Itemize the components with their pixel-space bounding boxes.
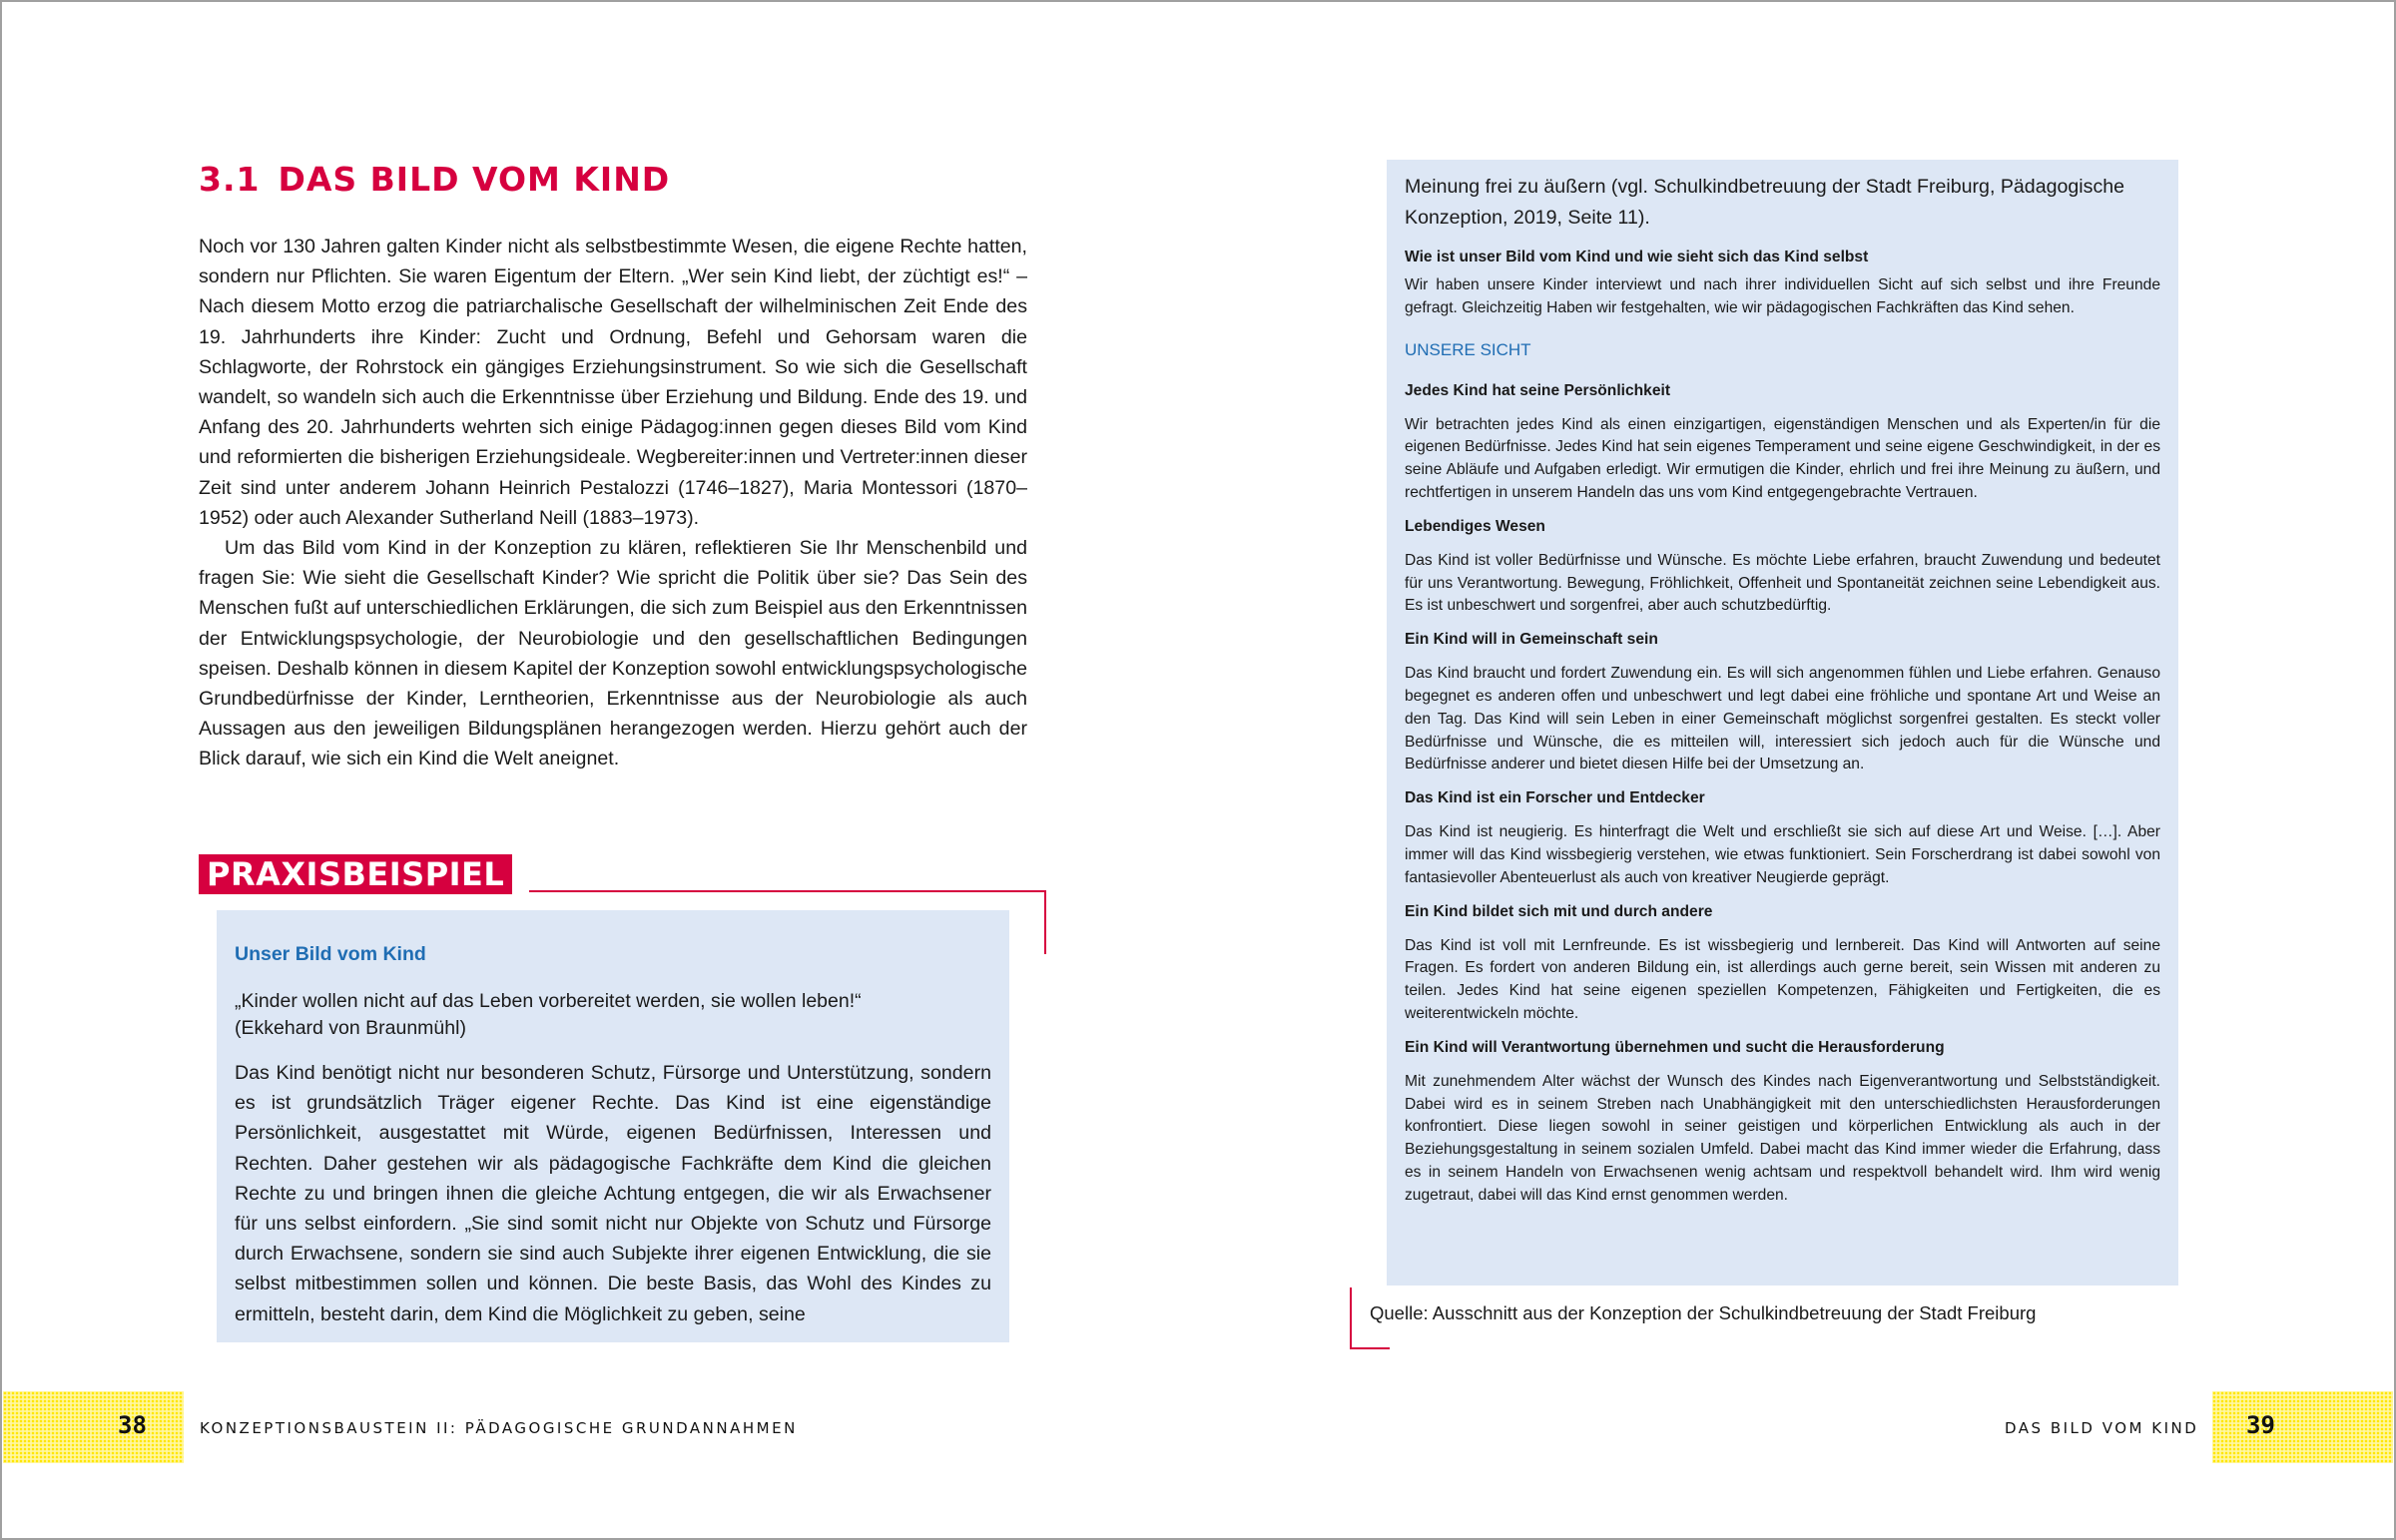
- item-heading: Ein Kind bildet sich mit und durch andere: [1405, 902, 1713, 920]
- praxis-quote: [235, 988, 991, 1042]
- item-text: Das Kind ist voller Bedürfnisse und Wünsche. Es möchte Liebe erfahren, braucht Zuwendung und bedeutet für uns Verantwortung. Bewegung, Fröhlichkeit, Offenheit und Spontaneität zeichnen seine Lebendigkeit aus. Es ist unbeschwert und sorgenfrei, aber auch schutzbedürftig.: [1405, 551, 2160, 615]
- item-text: Mit zunehmendem Alter wächst der Wunsch des Kindes nach Eigenverantwortung und Selbstständigkeit. Dabei wird es in seinem Streben nach Unabhängigkeit mit den unterschiedlichsten Herausforderungen konfrontiert. Diese liegen sowohl in seiner geistigen und körperlichen Entwicklung als auch in der Beziehungsgestaltung in seinem sozialen Umfeld. Dabei macht das Kind immer wieder die Erfahrung, dass es in seinem Handeln von Erwachsenen wenig achtsam und respektvoll behandelt wird. Ihm wird wenig zugetraut, dabei will das Kind ernst genommen werden.: [1405, 1072, 2160, 1204]
- source-citation: Quelle: Ausschnitt aus der Konzeption der Schulkindbetreuung der Stadt Freiburg: [1370, 1302, 2037, 1323]
- praxis-box-body: Das Kind benötigt nicht nur besonderen Schutz, Fürsorge und Unterstützung, sondern es ist grundsätzlich Träger eigener Rechte. Das Kind ist eine eigenständige Persönlichkeit, ausgestattet mit Würde, eigenen Bedürfnissen, Interessen und Rechten. Daher gestehen wir als pädagogische Fachkräfte dem Kind die gleichen Rechte zu und bringen ihnen die gleiche Achtung entgegen, die wir als Erwachsener für uns selbst einfordern. „Sie sind somit nicht nur Objekte von Schutz und Fürsorge durch Erwachsene, sondern sie sind auch Subjekte ihrer eigenen Entwicklung, die sie selbst mitbestimmen sollen und können. Die beste Basis, das Wohl des Kindes zu ermitteln, besteht darin, dem Kind die Möglichkeit zu geben, seine: [235, 1062, 991, 1325]
- source-bracket-left-line: [1350, 1287, 1352, 1349]
- source-bracket-bottom-line: [1350, 1347, 1390, 1349]
- praxis-bracket-right-line: [1044, 890, 1046, 954]
- section-label: UNSERE SICHT: [1405, 339, 1531, 359]
- item-heading: Lebendiges Wesen: [1405, 517, 1545, 535]
- praxis-box-title: Unser Bild vom Kind: [235, 943, 426, 965]
- quote-author: (Ekkehard von Braunmühl): [235, 1017, 466, 1039]
- running-head-left: KONZEPTIONSBAUSTEIN II: PÄDAGOGISCHE GRUNDANNAHMEN: [200, 1419, 798, 1437]
- praxisbeispiel-label: PRAXISBEISPIEL: [199, 854, 512, 894]
- quote-text: „Kinder wollen nicht auf das Leben vorbereitet werden, sie wollen leben!“: [235, 990, 862, 1012]
- item-text: Das Kind braucht und fordert Zuwendung ein. Es will sich angenommen fühlen und Liebe erfahren. Genauso begegnet es anderen offen und unbeschwert und legt dabei eine fröhliche und spontane Art und Weise an den Tag. Das Kind will sein Leben in einer Gemeinschaft möglichst sorgenfrei gestalten. Es steckt voller Bedürfnisse und Wünsche, die es mitteilen will, interessiert sich jedoch auch für die Wünsche und Bedürfnisse anderer und bietet diesen Hilfe bei der Umsetzung an.: [1405, 665, 2160, 773]
- item-heading: Ein Kind will Verantwortung übernehmen und sucht die Herausforderung: [1405, 1038, 1945, 1056]
- praxis-bracket-top-line: [529, 890, 1046, 892]
- item-heading: Ein Kind will in Gemeinschaft sein: [1405, 631, 1658, 649]
- chapter-number: 3.1: [199, 160, 261, 199]
- chapter-title-text: DAS BILD VOM KIND: [278, 160, 671, 199]
- page-number-left: 38: [118, 1411, 147, 1439]
- item-heading: Das Kind ist ein Forscher und Entdecker: [1405, 789, 1705, 807]
- concept-excerpt-box: [1387, 160, 2178, 1285]
- item-heading: Jedes Kind hat seine Persönlichkeit: [1405, 381, 1671, 399]
- item-text: Das Kind ist voll mit Lernfreunde. Es ist wissbegierig und lernbereit. Das Kind will Antworten auf seine Fragen. Es fordert von anderen Bildung ein, ist allerdings auch gerne bereit, sein Wissen mit anderen zu teilen. Jedes Kind hat seine eigenen speziellen Kompetenzen, Fähigkeiten und Fertigkeiten, die es weiterentwickeln möchte.: [1405, 936, 2160, 1022]
- page-number-box-left: [3, 1391, 184, 1463]
- body-paragraph: Um das Bild vom Kind in der Konzeption zu klären, reflektieren Sie Ihr Menschenbild und fragen Sie: Wie sieht die Gesellschaft Kinder? Wie spricht die Politik über sie? Das Sein des Menschen fußt auf unterschiedlichen Erklärungen, die sich zum Beispiel aus den Erkenntnissen der Entwicklungspsychologie, der Neurobiologie und den gesellschaftlichen Bedingungen speisen. Deshalb können in diesem Kapitel der Konzeption sowohl entwicklungspsychologische Grundbedürfnisse der Kinder, Lerntheorien, Erkenntnisse aus der Neurobiologie als auch Aussagen aus den jeweiligen Bildungsplänen herangezogen werden. Hierzu gehört auch der Blick darauf, wie sich ein Kind die Welt aneignet.: [199, 537, 1027, 770]
- continued-text: Meinung frei zu äußern (vgl. Schulkindbetreuung der Stadt Freiburg, Pädagogische Konzeption, 2019, Seite 11).: [1405, 176, 2125, 229]
- running-head-right: DAS BILD VOM KIND: [2005, 1419, 2199, 1437]
- body-text: [199, 232, 1027, 774]
- chapter-title: [199, 160, 670, 199]
- praxis-example-box: [217, 910, 1009, 1342]
- item-text: Wir betrachten jedes Kind als einen einzigartigen, eigenständigen Menschen und als Experten/in für die eigenen Bedürfnisse. Jedes Kind hat sein eigenes Temperament und seine eigene Geschwindigkeit, in der es seine Abläufe und Aufgaben erledigt. Wir ermutigen die Kinder, ehrlich und frei ihre Meinung zu äußern, und rechtfertigen in unserem Handeln das uns vom Kind entgegengebrachte Vertrauen.: [1405, 415, 2160, 501]
- body-paragraph: Noch vor 130 Jahren galten Kinder nicht als selbstbestimmte Wesen, die eigene Rechte hatten, sondern nur Pflichten. Sie waren Eigentum der Eltern. „Wer sein Kind liebt, der züchtigt es!“ – Nach diesem Motto erzog die patriarchalische Gesellschaft der wilhelminischen Zeit Ende des 19. Jahrhunderts ihre Kinder: Zucht und Ordnung, Befehl und Gehorsam waren die Schlagworte, der Rohrstock ein gängiges Erziehungsinstrument. So wie sich die Gesellschaft wandelt, so wandeln sich auch die Erkenntnisse über Erziehung und Bildung. Ende des 19. und Anfang des 20. Jahrhunderts wehrten sich einige Pädagog:innen gegen dieses Bild vom Kind und reformierten die bisherigen Erziehungsideale. Wegbereiter:innen und Vertreter:innen dieser Zeit sind unter anderem Johann Heinrich Pestalozzi (1746–1827), Maria Montessori (1870–1952) oder auch Alexander Sutherland Neill (1883–1973).: [199, 236, 1027, 529]
- intro-heading: Wie ist unser Bild vom Kind und wie sieht sich das Kind selbst: [1405, 249, 1869, 265]
- page-number-right: 39: [2246, 1411, 2275, 1439]
- page-number-box-right: [2212, 1391, 2393, 1463]
- intro-text: Wir haben unsere Kinder interviewt und nach ihrer individuellen Sicht auf sich selbst und ihre Freunde gefragt. Gleichzeitig Haben wir festgehalten, wie wir pädagogischen Fachkräften das Kind sehen.: [1405, 276, 2160, 316]
- item-text: Das Kind ist neugierig. Es hinterfragt die Welt und erschließt sie sich auf diese Art und Weise. […]. Aber immer will das Kind wissbegierig verstehen, wie etwas funktioniert. Sein Forscherdrang ist dabei sowohl von fantasievoller Abenteuerlust als auch von kreativer Neugierde geprägt.: [1405, 823, 2160, 886]
